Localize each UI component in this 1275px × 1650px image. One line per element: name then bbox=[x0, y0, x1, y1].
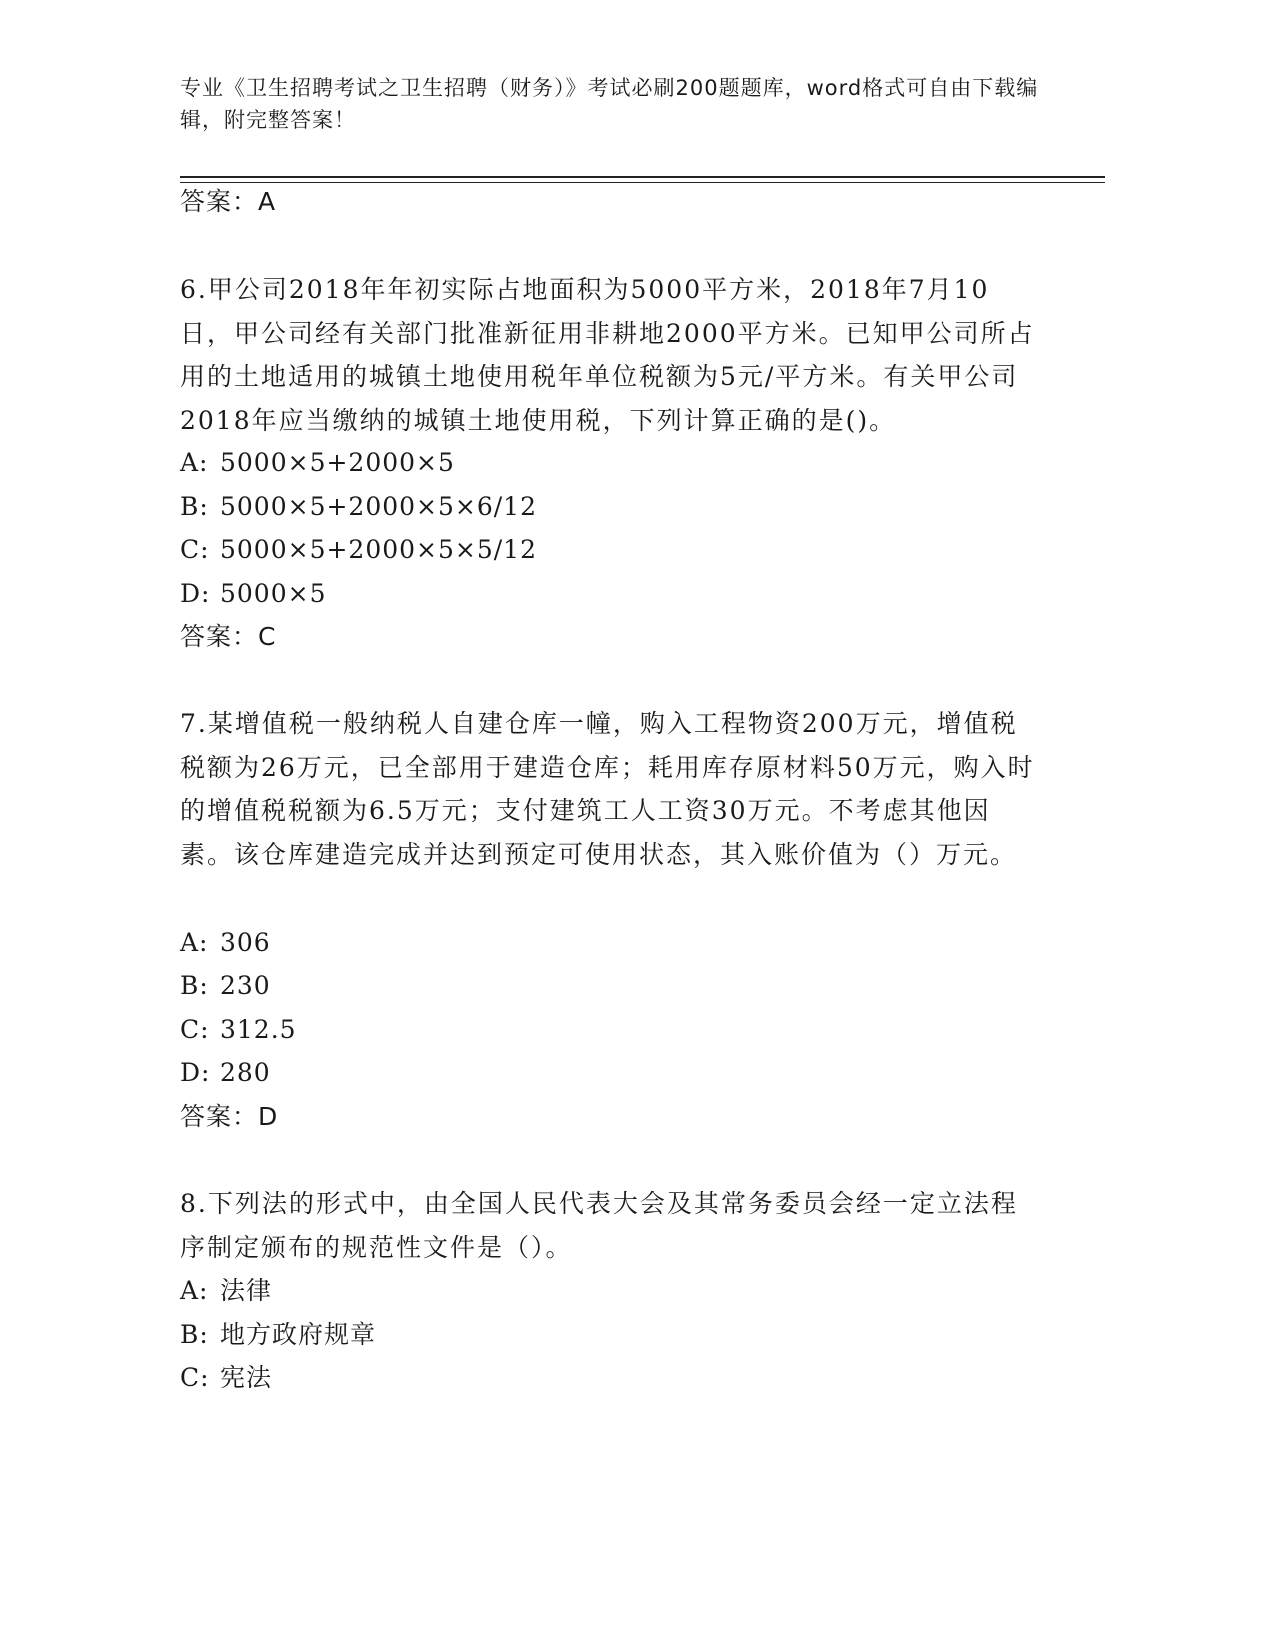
question-8-option-c bbox=[180, 1361, 272, 1395]
question-8-text: 8.下列法的形式中，由全国人民代表大会及其常务委员会经一定立法程序制定颁布的规范性文件是（）。 bbox=[180, 1189, 1018, 1262]
option-letter: C: bbox=[180, 535, 210, 564]
question-7-answer: 答案：D bbox=[180, 1102, 279, 1131]
option-text: 5000×5+2000×5×6/12 bbox=[220, 492, 537, 521]
question-6-option-b bbox=[180, 490, 537, 524]
option-letter: B: bbox=[180, 1320, 209, 1349]
option-letter: C: bbox=[180, 1363, 210, 1392]
header-divider-thin bbox=[180, 182, 1105, 183]
option-letter: B: bbox=[180, 971, 209, 1000]
option-text: 法律 bbox=[220, 1276, 273, 1305]
question-6-text: 6.甲公司2018年年初实际占地面积为5000平方米，2018年7月10日，甲公司经有关部门批准新征用非耕地2000平方米。已知甲公司所占用的土地适用的城镇土地使用税年单位税额为5元/平方米。有关甲公司2018年应当缴纳的城镇土地使用税，下列计算正确的是()。 bbox=[180, 275, 1035, 435]
option-letter: C: bbox=[180, 1015, 210, 1044]
option-letter: A: bbox=[180, 928, 209, 957]
question-7-option-c bbox=[180, 1013, 297, 1047]
option-text: 5000×5+2000×5×5/12 bbox=[220, 535, 537, 564]
header-intro: 专业《卫生招聘考试之卫生招聘（财务）》考试必刷200题题库，word格式可自由下载编辑，附完整答案！ bbox=[180, 76, 1039, 132]
option-letter: B: bbox=[180, 492, 209, 521]
option-text: 宪法 bbox=[220, 1363, 273, 1392]
option-letter: D: bbox=[180, 579, 211, 608]
question-6-option-d bbox=[180, 577, 326, 611]
answer-previous: 答案：A bbox=[180, 187, 277, 216]
option-text: 5000×5+2000×5 bbox=[220, 448, 455, 477]
question-7-option-a bbox=[180, 926, 271, 960]
question-6-answer: 答案：C bbox=[180, 622, 277, 651]
option-text: 306 bbox=[220, 928, 271, 957]
question-6-option-c bbox=[180, 533, 537, 567]
option-letter: A: bbox=[180, 1276, 209, 1305]
question-7-option-d bbox=[180, 1056, 271, 1090]
header-divider-thick bbox=[180, 176, 1105, 178]
option-letter: A: bbox=[180, 448, 209, 477]
question-7-text: 7.某增值税一般纳税人自建仓库一幢，购入工程物资200万元，增值税税额为26万元，已全部用于建造仓库；耗用库存原材料50万元，购入时的增值税税额为6.5万元；支付建筑工人工资30万元。不考虑其他因素。该仓库建造完成并达到预定可使用状态，其入账价值为（）万元。 bbox=[180, 709, 1035, 869]
option-text: 230 bbox=[220, 971, 271, 1000]
question-8-option-a bbox=[180, 1274, 272, 1308]
option-text: 地方政府规章 bbox=[220, 1320, 377, 1349]
question-8-option-b bbox=[180, 1318, 376, 1352]
question-7-option-b bbox=[180, 969, 271, 1003]
option-text: 280 bbox=[220, 1058, 271, 1087]
option-text: 312.5 bbox=[220, 1015, 297, 1044]
option-letter: D: bbox=[180, 1058, 211, 1087]
question-6-option-a bbox=[180, 446, 455, 480]
option-text: 5000×5 bbox=[220, 579, 327, 608]
